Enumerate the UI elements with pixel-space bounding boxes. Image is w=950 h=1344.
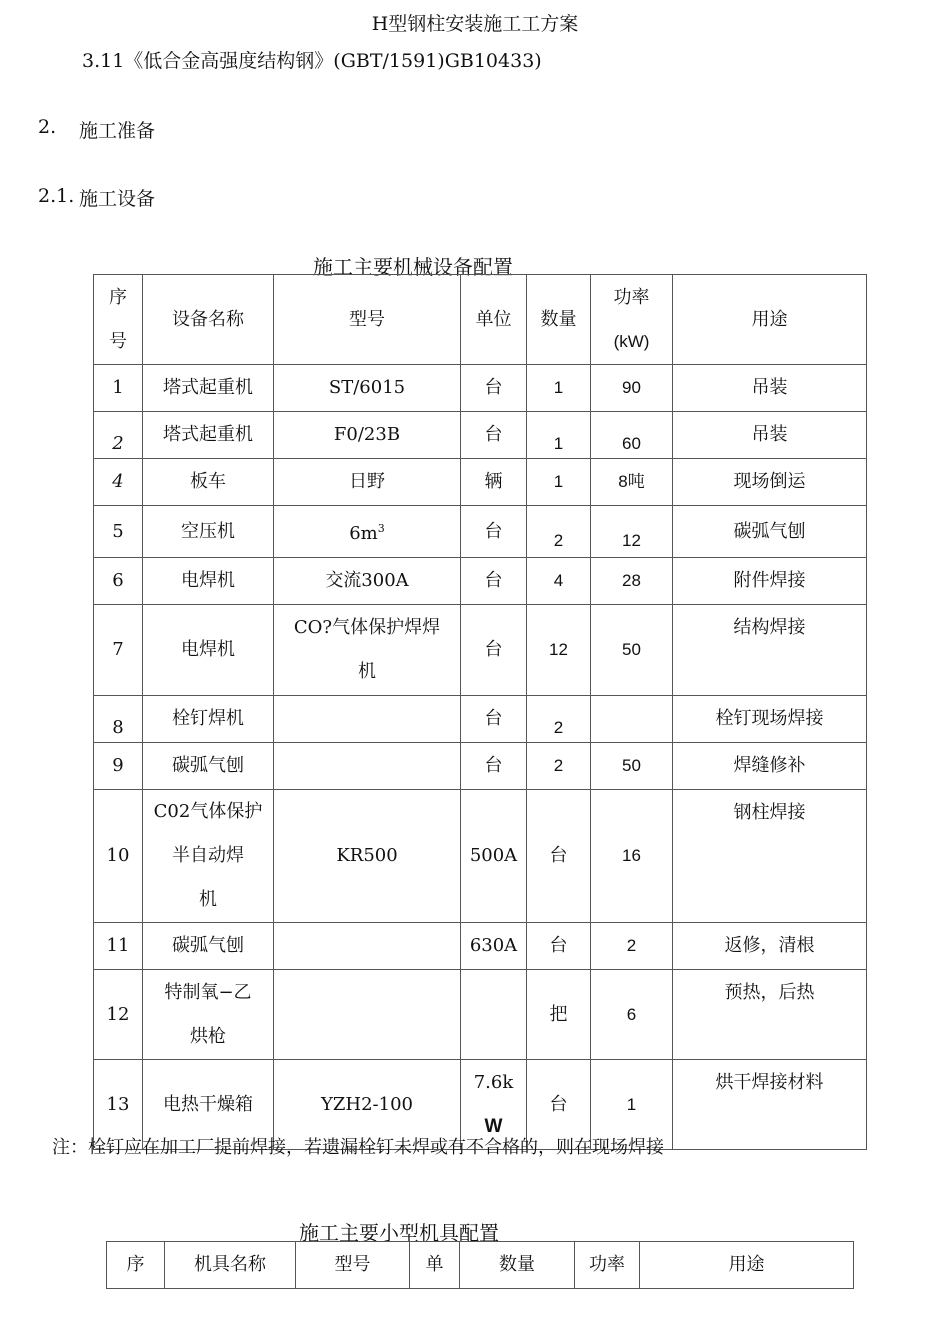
row-qty: 2 xyxy=(527,696,591,743)
row-use: 烘干焊接材料 xyxy=(673,1060,867,1150)
section-2-1-title: 施工设备 xyxy=(79,188,156,210)
table-note: 注：栓钉应在加工厂提前焊接，若遗漏栓钉未焊或有不合格的，则在现场焊接 xyxy=(52,1137,664,1158)
row-unit: 台 xyxy=(461,365,527,412)
row-no: 7 xyxy=(94,605,143,696)
equipment-table xyxy=(93,274,867,1150)
row-name: 电焊机 xyxy=(143,605,274,696)
row-power: 60 xyxy=(591,412,673,459)
row-unit xyxy=(461,970,527,1060)
row-name: 板车 xyxy=(143,459,274,506)
row-no: 8 xyxy=(94,696,143,743)
row-model: 日野 xyxy=(274,459,461,506)
section-2-number: 2. xyxy=(38,116,57,138)
row-qty: 4 xyxy=(527,558,591,605)
row-power: 16 xyxy=(591,790,673,923)
row-no: 10 xyxy=(94,790,143,923)
row-no: 13 xyxy=(94,1060,143,1150)
row-name: C02气体保护 半自动焊 机 xyxy=(143,790,274,923)
table-row xyxy=(94,558,867,605)
row-qty: 2 xyxy=(527,506,591,558)
header-use: 用途 xyxy=(673,275,867,365)
row-model xyxy=(274,970,461,1060)
row-name: 塔式起重机 xyxy=(143,365,274,412)
row-use: 碳弧气刨 xyxy=(673,506,867,558)
row-power: 6 xyxy=(591,970,673,1060)
row-model: YZH2-100 xyxy=(274,1060,461,1150)
table-row xyxy=(94,506,867,558)
row-unit: 台 xyxy=(461,696,527,743)
row-use: 钢柱焊接 xyxy=(673,790,867,923)
row-qty: 1 xyxy=(527,459,591,506)
row-use: 预热，后热 xyxy=(673,970,867,1060)
header-name: 设备名称 xyxy=(143,275,274,365)
row-qty: 把 xyxy=(527,970,591,1060)
row-model xyxy=(274,696,461,743)
row-name: 塔式起重机 xyxy=(143,412,274,459)
row-unit: 台 xyxy=(461,743,527,790)
row-name: 栓钉焊机 xyxy=(143,696,274,743)
table2-header-unit: 单 xyxy=(410,1242,460,1289)
row-qty: 台 xyxy=(527,790,591,923)
row-no: 1 xyxy=(94,365,143,412)
row-unit: 台 xyxy=(461,558,527,605)
table-row xyxy=(94,743,867,790)
row-no: 5 xyxy=(94,506,143,558)
row-unit: 台 xyxy=(461,412,527,459)
table2-header-model: 型号 xyxy=(296,1242,410,1289)
row-name: 特制氧−乙 烘枪 xyxy=(143,970,274,1060)
header-unit: 单位 xyxy=(461,275,527,365)
table2-header-use: 用途 xyxy=(640,1242,854,1289)
row-name: 碳弧气刨 xyxy=(143,923,274,970)
row-power: 50 xyxy=(591,605,673,696)
row-qty: 2 xyxy=(527,743,591,790)
header-power: 功率 (kW) xyxy=(591,275,673,365)
row-model: CO?气体保护焊焊 机 xyxy=(274,605,461,696)
row-name: 空压机 xyxy=(143,506,274,558)
row-no: 4 xyxy=(94,459,143,506)
header-model: 型号 xyxy=(274,275,461,365)
standard-reference: 3.11《低合金高强度结构钢》(GBT/1591)GB10433) xyxy=(82,50,542,72)
row-unit: 辆 xyxy=(461,459,527,506)
table2-header-qty: 数量 xyxy=(460,1242,575,1289)
row-model: 交流300A xyxy=(274,558,461,605)
row-power: 2 xyxy=(591,923,673,970)
row-qty: 12 xyxy=(527,605,591,696)
section-2-1-number: 2.1. xyxy=(38,185,75,207)
row-use: 吊装 xyxy=(673,365,867,412)
row-use: 结构焊接 xyxy=(673,605,867,696)
row-use: 焊缝修补 xyxy=(673,743,867,790)
row-qty: 台 xyxy=(527,923,591,970)
table-row xyxy=(94,412,867,459)
row-unit: 7.6k W xyxy=(461,1060,527,1150)
row-name: 电热干燥箱 xyxy=(143,1060,274,1150)
row-no: 12 xyxy=(94,970,143,1060)
row-power: 12 xyxy=(591,506,673,558)
table2-header-name: 机具名称 xyxy=(165,1242,296,1289)
row-no: 9 xyxy=(94,743,143,790)
row-no: 6 xyxy=(94,558,143,605)
row-no: 11 xyxy=(94,923,143,970)
row-use: 现场倒运 xyxy=(673,459,867,506)
row-power: 90 xyxy=(591,365,673,412)
table-row xyxy=(94,696,867,743)
table-row xyxy=(94,790,867,923)
row-model: $6m^3$ xyxy=(274,506,461,558)
row-qty: 1 xyxy=(527,412,591,459)
row-model: ST/6015 xyxy=(274,365,461,412)
table-row xyxy=(94,605,867,696)
row-use: 吊装 xyxy=(673,412,867,459)
row-power: 8吨 xyxy=(591,459,673,506)
row-power: 1 xyxy=(591,1060,673,1150)
small-tools-table xyxy=(106,1241,854,1289)
table2-header-no: 序 xyxy=(107,1242,165,1289)
row-use: 返修，清根 xyxy=(673,923,867,970)
row-qty: 台 xyxy=(527,1060,591,1150)
header-qty: 数量 xyxy=(527,275,591,365)
table-row xyxy=(94,923,867,970)
table-row xyxy=(94,970,867,1060)
row-model: KR500 xyxy=(274,790,461,923)
row-qty: 1 xyxy=(527,365,591,412)
row-power: 28 xyxy=(591,558,673,605)
section-2-title: 施工准备 xyxy=(79,120,156,142)
table2-header-power: 功率 xyxy=(575,1242,640,1289)
table-row xyxy=(94,459,867,506)
table1-caption: 施工主要机械设备配置 xyxy=(313,255,513,279)
table2-caption: 施工主要小型机具配置 xyxy=(299,1221,499,1245)
row-use: 栓钉现场焊接 xyxy=(673,696,867,743)
row-power: 50 xyxy=(591,743,673,790)
row-name: 电焊机 xyxy=(143,558,274,605)
row-model xyxy=(274,923,461,970)
row-use: 附件焊接 xyxy=(673,558,867,605)
row-model xyxy=(274,743,461,790)
row-name: 碳弧气刨 xyxy=(143,743,274,790)
row-unit: 500A xyxy=(461,790,527,923)
header-no: 序 号 xyxy=(94,275,143,365)
table-row xyxy=(94,365,867,412)
table2-header-row xyxy=(107,1242,854,1289)
row-power xyxy=(591,696,673,743)
page-header: H型钢柱安装施工工方案 xyxy=(371,13,579,35)
row-unit: 台 xyxy=(461,605,527,696)
row-no: 2 xyxy=(94,412,143,459)
row-unit: 630A xyxy=(461,923,527,970)
row-model: F0/23B xyxy=(274,412,461,459)
row-unit: 台 xyxy=(461,506,527,558)
table-header-row xyxy=(94,275,867,365)
